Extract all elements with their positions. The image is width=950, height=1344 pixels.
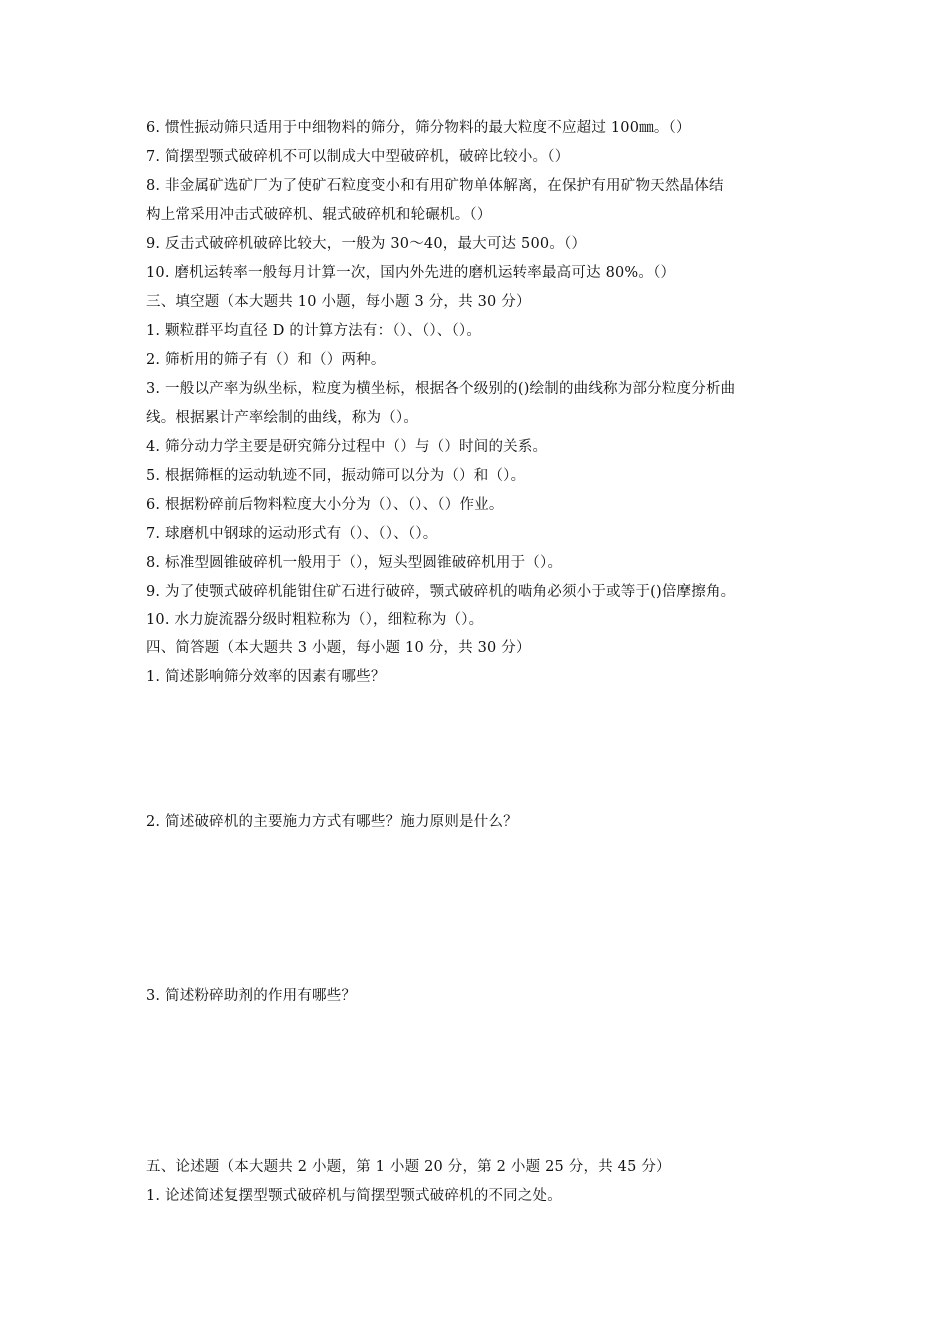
- short-answer-heading: 四、简答题（本大题共 3 小题，每小题 10 分，共 30 分）: [146, 640, 531, 656]
- judgment-question-6: 6. 惯性振动筛只适用于中细物料的筛分，筛分物料的最大粒度不应超过 100㎜。（）: [146, 120, 691, 136]
- judgment-question-7: 7. 简摆型颚式破碎机不可以制成大中型破碎机，破碎比较小。（）: [146, 149, 570, 165]
- judgment-question-8-line-1: 8. 非金属矿选矿厂为了使矿石粒度变小和有用矿物单体解离，在保护有用矿物天然晶体结: [146, 178, 724, 194]
- essay-question-1: 1. 论述简述复摆型颚式破碎机与简摆型颚式破碎机的不同之处。: [146, 1188, 562, 1204]
- short-answer-question-2: 2. 简述破碎机的主要施力方式有哪些？施力原则是什么？: [146, 814, 518, 830]
- fill-blank-question-8: 8. 标准型圆锥破碎机一般用于（），短头型圆锥破碎机用于（）。: [146, 555, 563, 571]
- fill-blank-question-1: 1. 颗粒群平均直径 D 的计算方法有：（）、（）、（）。: [146, 323, 482, 339]
- fill-blank-question-3-line-1: 3. 一般以产率为纵坐标，粒度为横坐标，根据各个级别的()绘制的曲线称为部分粒度分析曲: [146, 381, 736, 397]
- fill-blank-question-5: 5. 根据筛框的运动轨迹不同，振动筛可以分为（）和（）。: [146, 468, 526, 484]
- fill-blank-heading: 三、填空题（本大题共 10 小题，每小题 3 分，共 30 分）: [146, 294, 531, 310]
- fill-blank-question-9: 9. 为了使颚式破碎机能钳住矿石进行破碎，颚式破碎机的啮角必须小于或等于()倍摩擦角。: [146, 584, 736, 600]
- judgment-question-8-line-2: 构上常采用冲击式破碎机、辊式破碎机和轮碾机。（）: [146, 207, 492, 223]
- judgment-question-9: 9. 反击式破碎机破碎比较大，一般为 30～40，最大可达 500。（）: [146, 236, 587, 252]
- fill-blank-question-7: 7. 球磨机中钢球的运动形式有（）、（）、（）。: [146, 526, 438, 542]
- fill-blank-question-10: 10. 水力旋流器分级时粗粒称为（），细粒称为（）。: [146, 612, 484, 628]
- short-answer-question-1: 1. 简述影响筛分效率的因素有哪些？: [146, 669, 386, 685]
- judgment-question-10: 10. 磨机运转率一般每月计算一次，国内外先进的磨机运转率最高可达 80%。（）: [146, 265, 676, 281]
- fill-blank-question-6: 6. 根据粉碎前后物料粒度大小分为（）、（）、（）作业。: [146, 497, 504, 513]
- essay-heading: 五、论述题（本大题共 2 小题，第 1 小题 20 分，第 2 小题 25 分，共 45 分）: [146, 1159, 671, 1175]
- short-answer-question-3: 3. 简述粉碎助剂的作用有哪些？: [146, 988, 357, 1004]
- fill-blank-question-2: 2. 筛析用的筛子有（）和（）两种。: [146, 352, 386, 368]
- fill-blank-question-4: 4. 筛分动力学主要是研究筛分过程中（）与（）时间的关系。: [146, 439, 548, 455]
- fill-blank-question-3-line-2: 线。根据累计产率绘制的曲线，称为（）。: [146, 410, 419, 426]
